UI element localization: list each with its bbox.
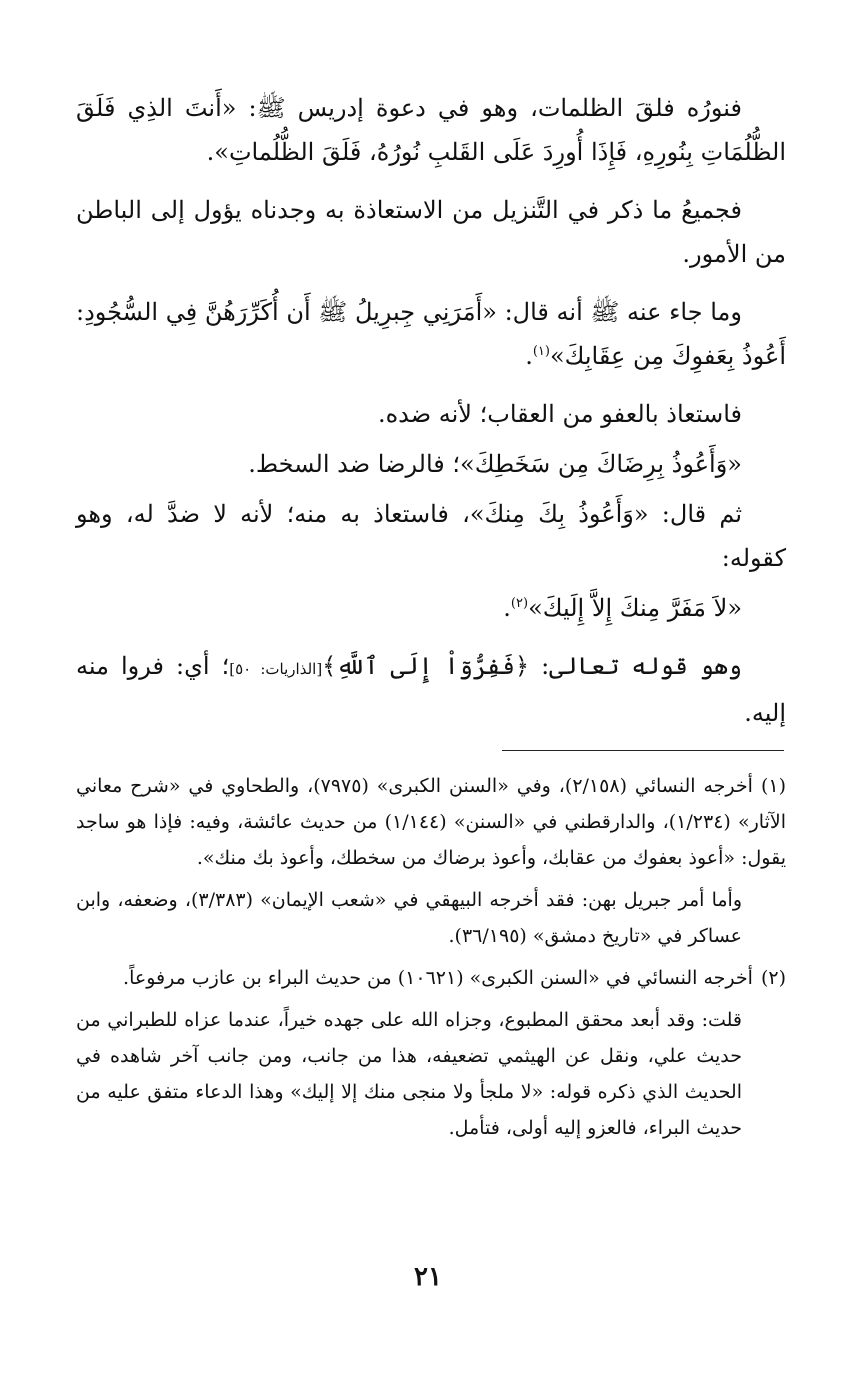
paragraph-4: فاستعاذ بالعفو من العقاب؛ لأنه ضده.: [377, 400, 742, 428]
footnotes: [76, 768, 786, 1152]
paragraph-8: [76, 644, 786, 735]
page-number: ٢١: [414, 1262, 442, 1292]
paragraph-2: فجميعُ ما ذكر في التَّنزيل من الاستعاذة به وجدناه يؤول إلى الباطن من الأمور.: [76, 196, 786, 268]
quran-verse: وهو قوله تعالى: ﴿فَفِرُّوٓاْ إِلَى ٱللَّهِ﴾: [322, 652, 742, 680]
paragraph-5: «وَأَعُوذُ بِرِضَاكَ مِن سَخَطِكَ»؛ فالرضا ضد السخط.: [248, 450, 742, 478]
verse-reference: [الذاريات: ٥٠]: [229, 660, 323, 678]
footnote-2-continuation: قلت: وقد أبعد محقق المطبوع، وجزاه الله على جهده خيراً، عندما عزاه للطبراني من حديث علي، ونقل عن الهيثمي تضعيفه، هذا من جانب، ومن جانب آخر شاهده في الحديث الذي ذكره قوله: «لا ملجأ ولا منجى منك إلا إليك» وهذا الدعاء متفق عليه من حديث البراء، فالعزو إليه أولى، فتأمل.: [76, 1009, 742, 1139]
paragraph-3-text: وما جاء عنه ﷺ أنه قال: «أَمَرَنِي جِبرِيلُ ﷺ أَن أُكَرِّرَهُنَّ فِي السُّجُودِ: أَعُوذُ بِعَفوِكَ مِن عِقَابِكَ»: [76, 298, 786, 370]
paragraph-7-text: «لاَ مَفَرَّ مِنكَ إِلاَّ إِلَيكَ»: [528, 594, 742, 622]
footnote-2-text: أخرجه النسائي في «السنن الكبرى» (١٠٦٢١) من حديث البراء بن عازب مرفوعاً.: [123, 967, 753, 989]
paragraph-7: «لاَ مَفَرَّ مِنكَ إِلاَّ إِلَيكَ»$^{(٢)}$.: [503, 594, 742, 622]
footnote-2: [76, 960, 786, 996]
paragraph-3: وما جاء عنه ﷺ أنه قال: «أَمَرَنِي جِبرِيلُ ﷺ أَن أُكَرِّرَهُنَّ فِي السُّجُودِ: أَعُوذُ بِعَفوِكَ مِن عِقَابِكَ»$^{(١)}$.: [76, 298, 786, 370]
paragraph-8-end: ؛ أي: فروا منه إليه.: [76, 652, 786, 727]
footnote-divider: [502, 750, 784, 751]
footnote-1-number: (١): [760, 775, 786, 797]
main-text: [76, 86, 786, 749]
footnote-1: [76, 768, 786, 876]
paragraph-6: ثم قال: «وَأَعُوذُ بِكَ مِنكَ»، فاستعاذ به منه؛ لأنه لا ضدَّ له، وهو كقوله:: [76, 500, 786, 572]
footnote-1-continuation: وأما أمر جبريل بهن: فقد أخرجه البيهقي في «شعب الإيمان» (٣/٣٨٣)، وضعفه، وابن عساكر في «تاريخ دمشق» (٣٦/١٩٥).: [76, 889, 742, 947]
footnote-marker-2[interactable]: (٢): [510, 596, 529, 611]
footnote-1-text: أخرجه النسائي (٢/١٥٨)، وفي «السنن الكبرى» (٧٩٧٥)، والطحاوي في «شرح معاني الآثار» (١/٢٣٤)، والدارقطني في «السنن» (١/١٤٤) من حديث عائشة، وفيه: فإذا هو ساجد يقول: «أعوذ بعفوك من عقابك، وأعوذ برضاك من سخطك، وأعوذ بك منك».: [76, 775, 786, 869]
footnote-2-number: (٢): [760, 967, 786, 989]
footnote-marker-1[interactable]: (١): [532, 344, 550, 359]
paragraph-1: فنورُه فلقَ الظلمات، وهو في دعوة إدريس ﷺ: «أَنتَ الذِي فَلَقَ الظُّلُمَاتِ بِنُورِهِ، فَإِذَا أُورِدَ عَلَى القَلبِ نُورُهُ، فَلَقَ الظُّلُماتِ».: [76, 94, 786, 166]
